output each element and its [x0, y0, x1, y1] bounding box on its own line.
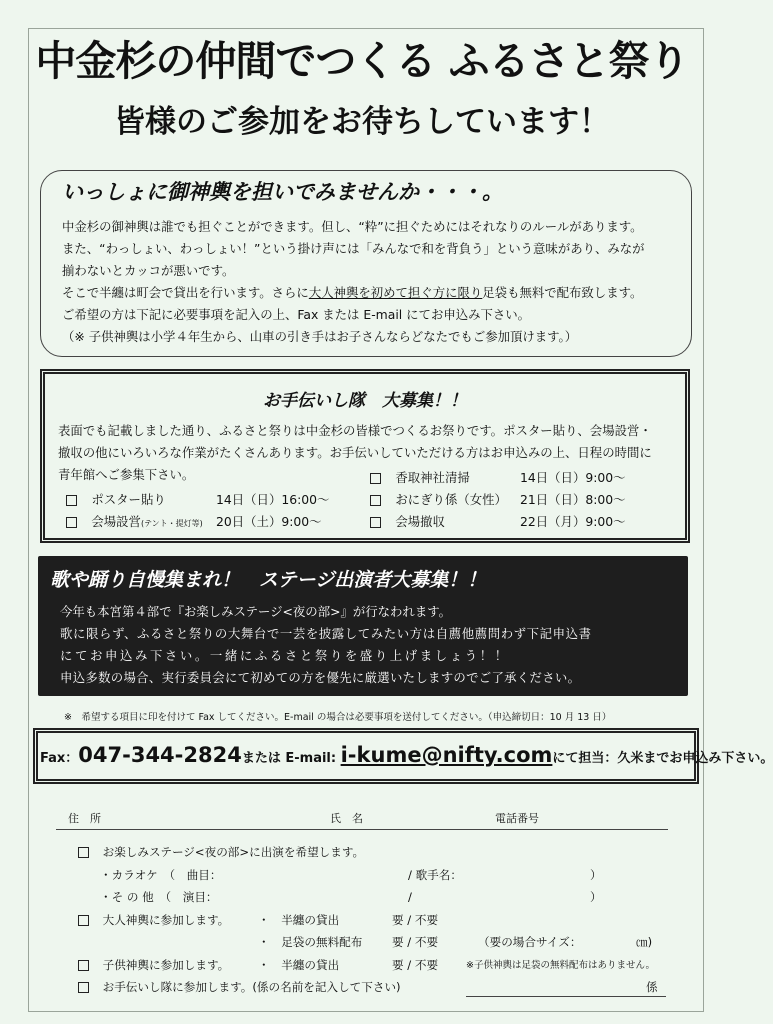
- task-row: [370, 490, 507, 510]
- child-note: ※子供神輿は足袋の無料配布はありません。: [466, 960, 656, 971]
- form-tabi-label: ・ 足袋の無料配布: [258, 935, 363, 949]
- task-date: 14日（日）9:00～: [520, 470, 626, 485]
- form-close: ）: [590, 868, 602, 882]
- checkbox-icon[interactable]: [78, 915, 89, 926]
- form-other-label: ・そ の 他 （ 演目：: [100, 890, 218, 904]
- form-label: 子供神輿に参加します。: [102, 958, 230, 972]
- mikoshi-paragraph: 揃わないとカッコが悪いです。: [62, 263, 235, 278]
- task-row: [370, 512, 445, 532]
- mikoshi-paragraph: また、“わっしょい、わっしょい！”という掛け声には「みんなで和を背負う」という意味があり、みなが: [62, 241, 645, 256]
- form-slash: /: [408, 890, 412, 904]
- helpers-paragraph: 表面でも記載しました通り、ふるさと祭りは中金杉の皆様でつくるお祭りです。ポスター貼り、会場設営・: [58, 423, 652, 438]
- task-row: [66, 512, 203, 534]
- checkbox-icon[interactable]: [78, 960, 89, 971]
- form-row-child: [78, 956, 229, 974]
- task-row: [66, 490, 166, 510]
- form-label: お楽しみステージ<夜の部>に出演を希望します。: [102, 845, 365, 859]
- mikoshi-paragraph: ご希望の方は下記に必要事項を記入の上、Fax または E-mail にてお申込み下さい。: [62, 307, 531, 322]
- form-row-helper: [78, 978, 401, 996]
- page-subtitle: 皆様のご参加をお待ちしています！: [114, 104, 610, 140]
- mikoshi-paragraph: （※ 子供神輿は小学４年生から、山車の引き手はお子さんならどなたでもご参加頂けます。）: [62, 329, 578, 344]
- kakari-label: 係: [646, 980, 658, 994]
- stage-paragraph: にてお申込み下さい。一緒にふるさと祭りを盛り上げましょう！！: [60, 648, 510, 663]
- form-cm: ㎝): [636, 935, 653, 949]
- task-name: 会場撤収: [395, 514, 445, 529]
- task-date: 20日（土）9:00～: [216, 514, 322, 529]
- form-close: ）: [590, 890, 602, 904]
- checkbox-icon[interactable]: [66, 495, 77, 506]
- form-hanten-label: ・ 半纏の貸出: [258, 958, 340, 972]
- form-header-name: 氏 名: [330, 812, 363, 825]
- email-link[interactable]: i-kume@nifty.com: [340, 743, 553, 767]
- kakari-line: [466, 996, 666, 997]
- form-row-stage: [78, 843, 364, 861]
- contact-tail: にて担当：久米までお申込み下さい。: [552, 751, 773, 766]
- task-row: [370, 468, 470, 488]
- contact-line: [40, 743, 773, 767]
- task-date: 22日（月）9:00～: [520, 514, 626, 529]
- form-singer-label: / 歌手名：: [408, 868, 462, 882]
- page-title: 中金杉の仲間でつくる ふるさと祭り: [35, 37, 689, 85]
- form-label: お手伝いし隊に参加します。(係の名前を記入して下さい): [102, 980, 401, 994]
- stage-paragraph: 申込多数の場合、実行委員会にて初めての方を優先に厳選いたしますのでご了承ください。: [60, 670, 581, 685]
- form-divider: [56, 829, 668, 830]
- form-header-phone: 電話番号: [495, 812, 539, 825]
- form-hanten-label: ・ 半纏の貸出: [258, 913, 340, 927]
- task-date: 14日（日）16:00～: [216, 492, 330, 507]
- form-row-adult: [78, 911, 229, 929]
- text-span: 足袋も無料で配布致します。: [482, 285, 643, 300]
- mikoshi-paragraph: [62, 282, 642, 304]
- fax-label: Fax：: [40, 751, 79, 766]
- form-karaoke-label: ・カラオケ （ 曲目：: [100, 868, 222, 882]
- instruction-note: ※ 希望する項目に印を付けて Fax してください。E-mail の場合は必要事項を送付してください。（申込締切日：10 月 13 日）: [64, 712, 612, 723]
- form-need-choice[interactable]: 要 / 不要: [392, 913, 439, 927]
- mikoshi-paragraph: 中金杉の御神輿は誰でも担ぐことができます。但し、“粋”に担ぐためにはそれなりのルールがあります。: [62, 219, 643, 234]
- helpers-paragraph: 青年館へご参集下さい。: [58, 467, 195, 482]
- checkbox-icon[interactable]: [66, 517, 77, 528]
- checkbox-icon[interactable]: [370, 517, 381, 528]
- task-name: おにぎり係（女性）: [395, 492, 507, 507]
- helpers-heading: お手伝いし隊 大募集！！: [263, 391, 467, 411]
- task-name: 会場設営: [91, 514, 141, 529]
- stage-heading: 歌や踊り自慢集まれ！ ステージ出演者大募集！！: [50, 569, 487, 591]
- form-need-choice[interactable]: 要 / 不要: [392, 958, 439, 972]
- task-name: ポスター貼り: [91, 492, 166, 507]
- stage-paragraph: 歌に限らず、ふるさと祭りの大舞台で一芸を披露してみたい方は自薦他薦問わず下記申込書: [60, 626, 592, 641]
- form-size-label: （要の場合サイズ：: [478, 935, 582, 949]
- checkbox-icon[interactable]: [370, 473, 381, 484]
- checkbox-icon[interactable]: [78, 982, 89, 993]
- fax-number: 047-344-2824: [78, 743, 242, 767]
- underlined-text: 大人神輿を初めて担ぐ方に限り: [308, 285, 483, 300]
- text-span: そこで半纏は町会で貸出を行います。さらに: [62, 285, 309, 300]
- form-header-address: 住 所: [68, 812, 101, 825]
- stage-paragraph: 今年も本宮第４部で『お楽しみステージ<夜の部>』が行なわれます。: [60, 604, 451, 619]
- checkbox-icon[interactable]: [78, 847, 89, 858]
- task-name: 香取神社清掃: [395, 470, 470, 485]
- task-note: (テント・提灯等): [140, 519, 203, 528]
- form-need-choice[interactable]: 要 / 不要: [392, 935, 439, 949]
- mikoshi-heading: いっしょに御神輿を担いでみませんか・・・。: [62, 180, 503, 204]
- checkbox-icon[interactable]: [370, 495, 381, 506]
- email-label: または E-mail:: [241, 751, 341, 766]
- form-label: 大人神輿に参加します。: [102, 913, 230, 927]
- helpers-paragraph: 撤収の他にいろいろな作業がたくさんあります。お手伝いしていただける方はお申込みの上、日程の時間に: [58, 445, 652, 460]
- task-date: 21日（日）8:00～: [520, 492, 626, 507]
